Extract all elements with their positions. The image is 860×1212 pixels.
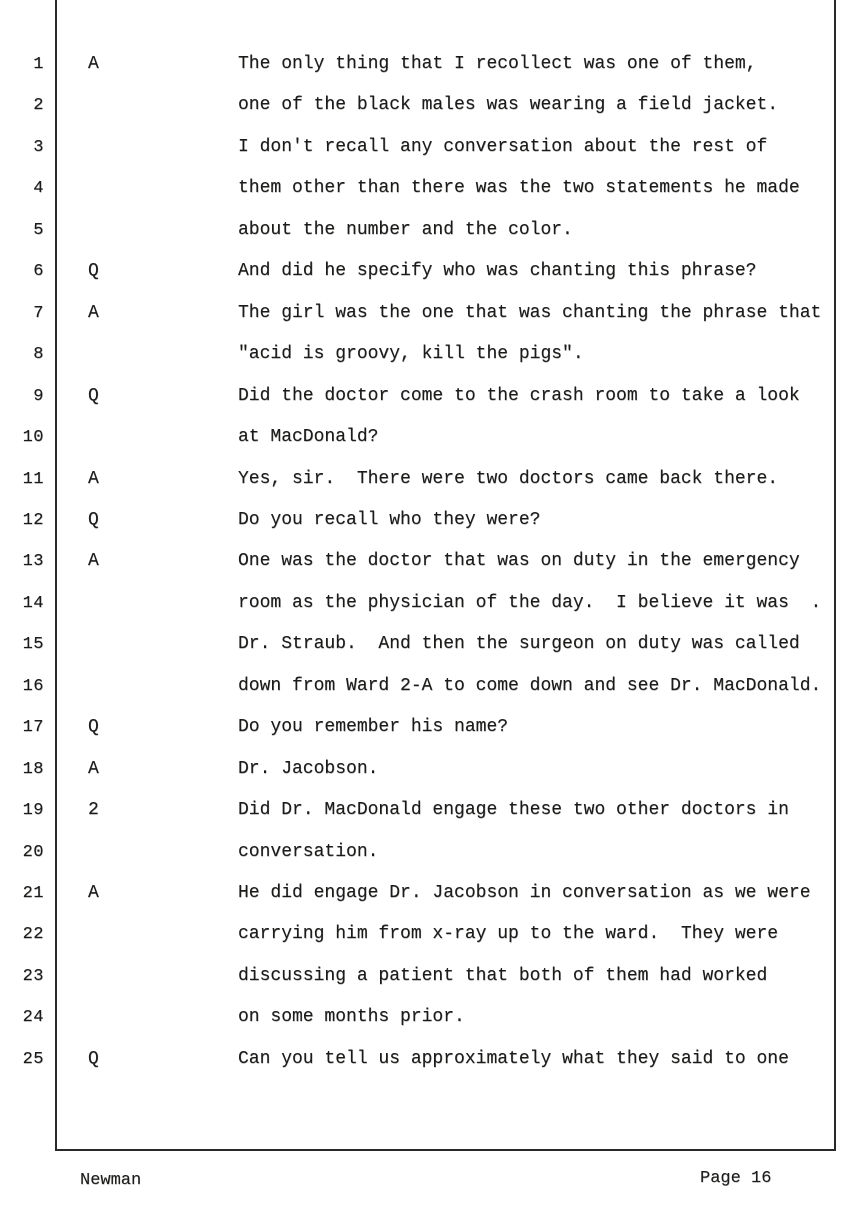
footer-witness-name: Newman [80, 1171, 142, 1190]
line-number: 18 [22, 759, 44, 779]
line-number: 25 [22, 1049, 44, 1069]
line-text: them other than there was the two statements he made [238, 178, 800, 199]
line-text: Yes, sir. There were two doctors came back there. [238, 468, 779, 489]
line-number: 23 [22, 966, 44, 986]
line-number: 10 [22, 428, 44, 448]
line-number: 11 [22, 469, 44, 489]
transcript-line [0, 924, 860, 948]
line-text: on some months prior. [238, 1007, 465, 1028]
line-number: 13 [22, 552, 44, 572]
line-text: down from Ward 2-A to come down and see Dr. MacDonald. [238, 675, 822, 696]
line-text: Dr. Jacobson. [238, 758, 379, 779]
transcript-line [0, 469, 860, 493]
transcript-line [0, 261, 860, 285]
transcript-line [0, 137, 860, 161]
speaker-marker: Q [88, 717, 99, 738]
line-text: conversation. [238, 841, 379, 862]
line-number: 20 [22, 842, 44, 862]
line-number: 3 [33, 137, 44, 157]
speaker-marker: A [88, 302, 99, 323]
line-number: 7 [33, 303, 44, 323]
speaker-marker: A [88, 758, 99, 779]
line-number: 5 [33, 220, 44, 240]
speaker-marker: A [88, 468, 99, 489]
line-number: 22 [22, 925, 44, 945]
line-number: 16 [22, 676, 44, 696]
footer-page-number: Page 16 [700, 1169, 772, 1188]
line-text: The only thing that I recollect was one of them, [238, 54, 757, 74]
line-text: Did Dr. MacDonald engage these two other doctors in [238, 800, 789, 821]
transcript-line [0, 883, 860, 907]
transcript-line [0, 303, 860, 327]
speaker-marker: Q [88, 509, 99, 530]
transcript-line [0, 842, 860, 866]
line-text: about the number and the color. [238, 219, 573, 240]
line-text: Do you recall who they were? [238, 509, 541, 530]
line-number: 17 [22, 718, 44, 738]
line-number: 9 [33, 386, 44, 406]
speaker-marker: A [88, 54, 99, 74]
transcript-line [0, 510, 860, 534]
line-number: 19 [22, 801, 44, 821]
line-number: 12 [22, 510, 44, 530]
transcript-line [0, 427, 860, 451]
speaker-marker: 2 [88, 800, 99, 821]
line-text: discussing a patient that both of them had worked [238, 965, 768, 986]
line-number: 2 [33, 96, 44, 116]
transcript-line [0, 717, 860, 741]
line-text: room as the physician of the day. I believe it was . [238, 592, 822, 613]
transcript-line [0, 220, 860, 244]
line-text: one of the black males was wearing a field jacket. [238, 95, 779, 116]
transcript-line [0, 95, 860, 119]
speaker-marker: A [88, 883, 99, 903]
line-text: And did he specify who was chanting this phrase? [238, 261, 757, 282]
line-number: 1 [33, 55, 44, 74]
line-text: at MacDonald? [238, 427, 379, 448]
transcript-line [0, 551, 860, 575]
transcript-line [0, 344, 860, 368]
line-number: 4 [33, 179, 44, 199]
transcript-line [0, 800, 860, 824]
line-text: Did the doctor come to the crash room to take a look [238, 385, 800, 406]
line-text: Can you tell us approximately what they said to one [238, 1048, 789, 1069]
transcript-line [0, 593, 860, 617]
line-number: 6 [33, 262, 44, 282]
line-text: Dr. Straub. And then the surgeon on duty was called [238, 634, 800, 655]
line-text: "acid is groovy, kill the pigs". [238, 344, 584, 365]
transcript-line [0, 759, 860, 783]
transcript-line [0, 1007, 860, 1031]
line-text: The girl was the one that was chanting the phrase that [238, 302, 822, 323]
line-number: 24 [22, 1008, 44, 1028]
transcript-line [0, 634, 860, 658]
line-number: 21 [22, 884, 44, 903]
speaker-marker: Q [88, 261, 99, 282]
line-text: One was the doctor that was on duty in the emergency [238, 551, 800, 572]
transcript-line [0, 54, 860, 78]
line-text: Do you remember his name? [238, 717, 509, 738]
transcript-line [0, 178, 860, 202]
line-text: I don't recall any conversation about the rest of [238, 136, 768, 157]
speaker-marker: Q [88, 385, 99, 406]
transcript-line [0, 966, 860, 990]
speaker-marker: Q [88, 1048, 99, 1069]
transcript-line [0, 386, 860, 410]
bottom-border-rule [55, 1149, 836, 1151]
line-number: 14 [22, 593, 44, 613]
transcript-line [0, 676, 860, 700]
line-text: He did engage Dr. Jacobson in conversation as we were [238, 883, 811, 903]
transcript-line [0, 1049, 860, 1073]
line-number: 8 [33, 345, 44, 365]
speaker-marker: A [88, 551, 99, 572]
line-text: carrying him from x-ray up to the ward. They were [238, 924, 779, 945]
line-number: 15 [22, 635, 44, 655]
